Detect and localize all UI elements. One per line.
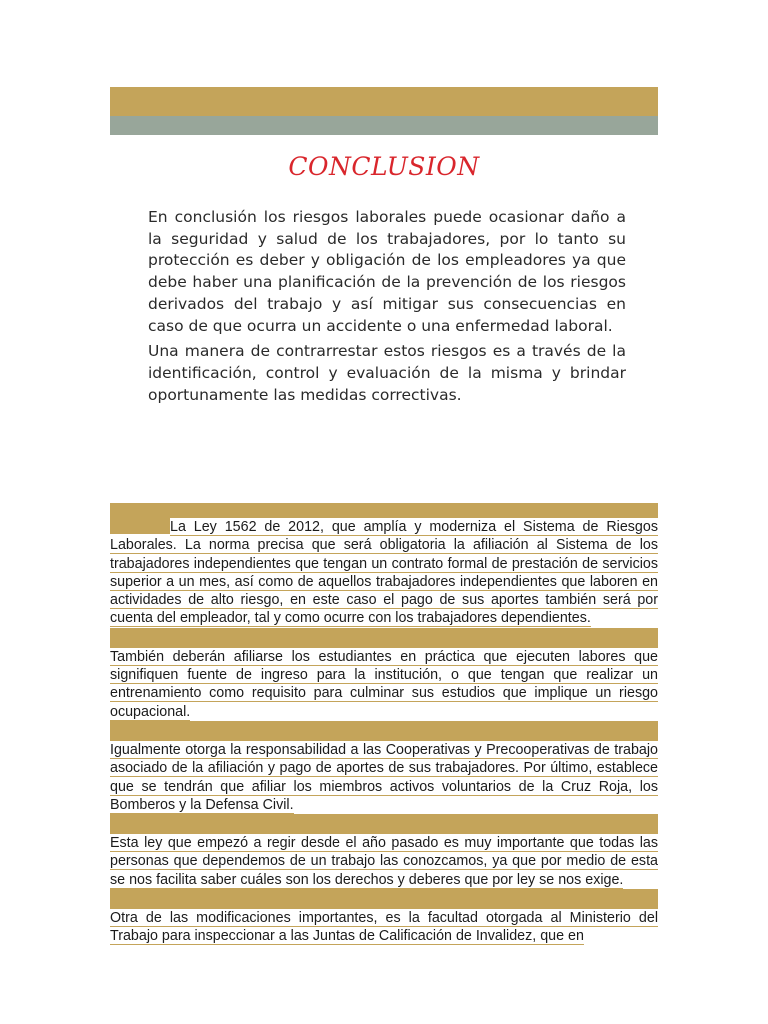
article-section (110, 503, 658, 946)
article-paragraph (110, 741, 658, 814)
header-band-gray (110, 116, 658, 135)
conclusion-paragraph: Una manera de contrarrestar estos riesgos es a través de la identificación, control y evaluación de la misma y brindar oportunamente las medidas correctivas. (148, 342, 626, 404)
article-paragraph (110, 909, 658, 946)
article-paragraph (110, 648, 658, 721)
conclusion-title: CONCLUSION (288, 152, 480, 181)
article-text: Esta ley que empezó a regir desde el año pasado es muy importante que todas las personas que dependemos de un trabajo las conozcamos, ya que por medio de esta se nos facilita saber cuáles son los derechos y deberes que por ley se nos exige. (110, 835, 658, 888)
article-paragraph (110, 834, 658, 889)
highlight-band (110, 503, 658, 518)
indent-highlight (110, 518, 170, 534)
conclusion-body (148, 207, 626, 410)
article-text: También deberán afiliarse los estudiantes en práctica que ejecuten labores que signifiquen fuente de ingreso para la institución, o que tengan que realizar un entrenamiento como requisito para culminar sus estudios que implique un riesgo ocupacional. (110, 648, 658, 720)
article-text: Igualmente otorga la responsabilidad a las Cooperativas y Precooperativas de trabajo asociado de la afiliación y pago de aportes de sus trabajadores. Por último, establece que se tendrán que afiliar los miembros activos voluntarios de la Cruz Roja, los Bomberos y la Defensa Civil. (110, 741, 658, 813)
highlight-band (110, 889, 658, 909)
article-text: Otra de las modificaciones importantes, es la facultad otorgada al Ministerio del Trabajo para inspeccionar a las Juntas de Calificación de Invalidez, que en (110, 910, 658, 945)
highlight-band (110, 814, 658, 834)
highlight-band (110, 721, 658, 741)
highlight-band (110, 628, 658, 648)
header-band-gold (110, 87, 658, 116)
conclusion-paragraph: En conclusión los riesgos laborales puede ocasionar daño a la seguridad y salud de los trabajadores, por lo tanto su protección es deber y obligación de los empleadores ya que debe haber una planificación de la prevención de los riesgos derivados del trabajo y así mitigar sus consecuencias en caso de que ocurra un accidente o una enfermedad laboral. (148, 208, 626, 335)
article-text: La Ley 1562 de 2012, que amplía y moderniza el Sistema de Riesgos Laborales. La norma precisa que será obligatoria la afiliación al Sistema de los trabajadores independientes que tengan un contrato formal de prestación de servicios superior a un mes, así como de aquellos trabajadores independientes que laboren en actividades de alto riesgo, en este caso el pago de sus aportes también será por cuenta del empleador, tal y como ocurre con los trabajadores dependientes. (110, 519, 658, 627)
article-paragraph (110, 518, 658, 628)
